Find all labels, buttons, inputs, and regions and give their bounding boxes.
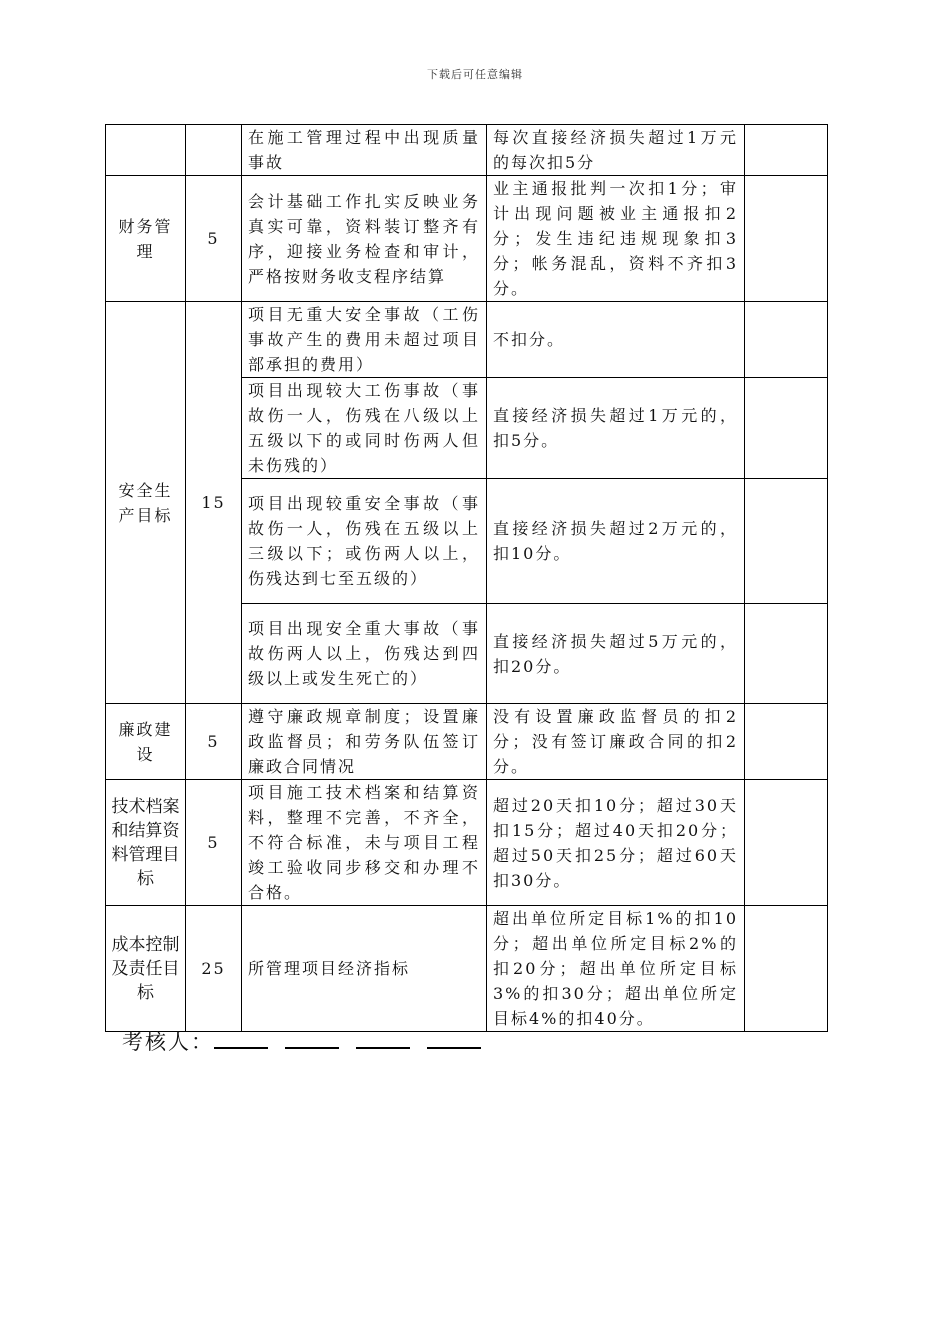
category-cell: 技术档案和结算资料管理目标 — [106, 780, 186, 906]
category-cell: 成本控制及责任目标 — [106, 906, 186, 1032]
signer-line — [122, 1026, 498, 1056]
signer-label: 考核人： — [122, 1030, 214, 1054]
category-cell: 廉政建设 — [106, 704, 186, 780]
signature-blank[interactable] — [427, 1033, 481, 1049]
table-row — [106, 704, 828, 780]
deduction-rule-cell: 超出单位所定目标1%的扣10分；超出单位所定目标2%的扣20分；超出单位所定目标3%的扣30分；超出单位所定目标4%的扣40分。 — [487, 906, 745, 1032]
score-cell: 5 — [186, 780, 242, 906]
result-cell — [745, 176, 828, 302]
deduction-rule-cell: 直接经济损失超过5万元的，扣20分。 — [487, 604, 745, 704]
content-cell: 会计基础工作扎实反映业务真实可靠，资料装订整齐有序，迎接业务检查和审计，严格按财务收支程序结算 — [242, 176, 487, 302]
table-row — [106, 176, 828, 302]
deduction-rule-cell: 超过20天扣10分；超过30天扣15分；超过40天扣20分；超过50天扣25分；超过60天扣30分。 — [487, 780, 745, 906]
result-cell — [745, 302, 828, 378]
signature-blank[interactable] — [214, 1033, 268, 1049]
score-cell: 15 — [186, 302, 242, 704]
content-cell: 项目出现较大工伤事故（事故伤一人，伤残在八级以上五级以下的或同时伤两人但未伤残的） — [242, 378, 487, 479]
table-row — [106, 302, 828, 378]
content-cell: 项目出现安全重大事故（事故伤两人以上，伤残达到四级以上或发生死亡的） — [242, 604, 487, 704]
deduction-rule-cell: 直接经济损失超过2万元的，扣10分。 — [487, 479, 745, 604]
content-cell: 在施工管理过程中出现质量事故 — [242, 125, 487, 176]
result-cell — [745, 378, 828, 479]
deduction-rule-cell: 业主通报批判一次扣1分；审计出现问题被业主通报扣2分；发生违纪违规现象扣3分；帐务混乱，资料不齐扣3分。 — [487, 176, 745, 302]
category-cell — [106, 125, 186, 176]
score-cell: 5 — [186, 176, 242, 302]
score-cell — [186, 125, 242, 176]
signature-blank[interactable] — [285, 1033, 339, 1049]
score-cell: 25 — [186, 906, 242, 1032]
result-cell — [745, 125, 828, 176]
table-row — [106, 780, 828, 906]
category-cell: 安全生产目标 — [106, 302, 186, 704]
header-note: 下载后可任意编辑 — [427, 68, 523, 81]
content-cell: 项目施工技术档案和结算资料，整理不完善，不齐全，不符合标准，未与项目工程竣工验收同步移交和办理不合格。 — [242, 780, 487, 906]
content-cell: 项目无重大安全事故（工伤事故产生的费用未超过项目部承担的费用） — [242, 302, 487, 378]
result-cell — [745, 704, 828, 780]
deduction-rule-cell: 每次直接经济损失超过1万元的每次扣5分 — [487, 125, 745, 176]
result-cell — [745, 479, 828, 604]
table-row — [106, 125, 828, 176]
deduction-rule-cell: 不扣分。 — [487, 302, 745, 378]
deduction-rule-cell: 没有设置廉政监督员的扣2分；没有签订廉政合同的扣2分。 — [487, 704, 745, 780]
assessment-table — [105, 124, 828, 1032]
category-cell: 财务管理 — [106, 176, 186, 302]
score-cell: 5 — [186, 704, 242, 780]
content-cell: 所管理项目经济指标 — [242, 906, 487, 1032]
result-cell — [745, 604, 828, 704]
deduction-rule-cell: 直接经济损失超过1万元的，扣5分。 — [487, 378, 745, 479]
result-cell — [745, 906, 828, 1032]
signature-blank[interactable] — [356, 1033, 410, 1049]
result-cell — [745, 780, 828, 906]
content-cell: 遵守廉政规章制度；设置廉政监督员；和劳务队伍签订廉政合同情况 — [242, 704, 487, 780]
table-row — [106, 906, 828, 1032]
content-cell: 项目出现较重安全事故（事故伤一人，伤残在五级以上三级以下；或伤两人以上，伤残达到七至五级的） — [242, 479, 487, 604]
